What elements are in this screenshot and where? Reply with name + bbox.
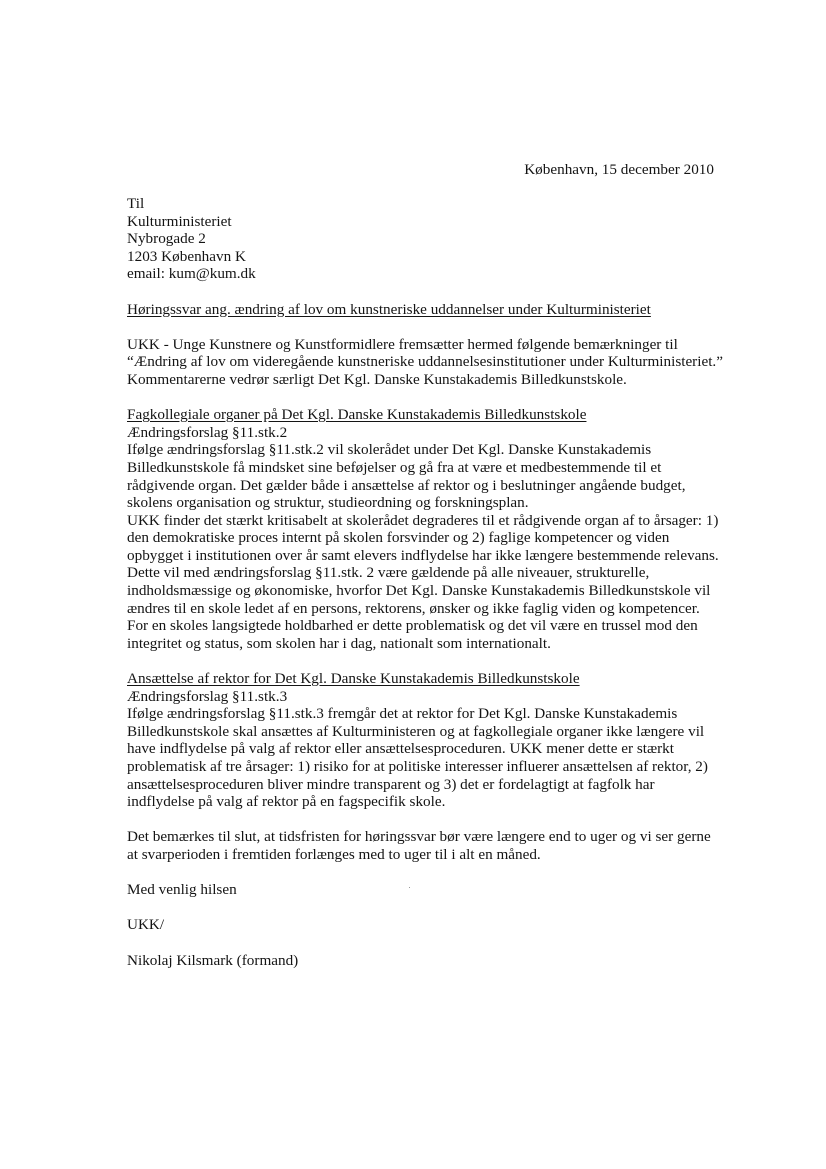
closing-paragraph bbox=[127, 828, 727, 863]
paragraph-line: Kommentarerne vedrør særligt Det Kgl. Danske Kunstakademis Billedkunstskole. bbox=[127, 370, 627, 388]
recipient-org: Kulturministeriet bbox=[127, 212, 232, 230]
subject-line: Høringssvar ang. ændring af lov om kunstneriske uddannelser under Kulturministeriet bbox=[127, 300, 651, 318]
intro-paragraph bbox=[127, 336, 727, 389]
section-heading: Ansættelse af rektor for Det Kgl. Danske Kunstakademis Billedkunstskole bbox=[127, 670, 580, 688]
recipient-to: Til bbox=[127, 195, 145, 212]
paragraph-line: ændres til en skole ledet af en persons, rektorens, ønsker og ikke faglig viden og kompetencer. bbox=[127, 599, 700, 617]
paragraph-line: Dette vil med ændringsforslag §11.stk. 2 være gældende på alle niveauer, strukturelle, bbox=[127, 564, 650, 582]
paragraph-line: Ifølge ændringsforslag §11.stk.3 fremgår det at rektor for Det Kgl. Danske Kunstakademis bbox=[127, 705, 678, 723]
paragraph-line: have indflydelse på valg af rektor eller ansættelsesproceduren. UKK mener dette er stærkt bbox=[127, 740, 674, 758]
paragraph-line: UKK - Unge Kunstnere og Kunstformidlere fremsætter hermed følgende bemærkninger til bbox=[127, 335, 678, 353]
paragraph-line: “Ændring af lov om videregående kunstneriske uddannelsesinstitutioner under Kulturministeriet.” bbox=[127, 353, 723, 371]
section-rector-appointment bbox=[127, 670, 727, 811]
paragraph-line: Billedkunstskole skal ansættes af Kulturministeren og at fagkollegiale organer ikke længere vil bbox=[127, 722, 705, 740]
amendment-reference: Ændringsforslag §11.stk.3 bbox=[127, 687, 288, 705]
paragraph-line: Billedkunstskole få mindsket sine beføjelser og gå fra at være et medbestemmende til et bbox=[127, 458, 662, 476]
amendment-reference: Ændringsforslag §11.stk.2 bbox=[127, 423, 288, 441]
greeting: Med venlig hilsen bbox=[127, 881, 237, 899]
paragraph-line: problematisk af tre årsager: 1) risiko for at politiske interesser influerer ansættelsen af rektor, 2) bbox=[127, 758, 708, 775]
recipient-email: email: kum@kum.dk bbox=[127, 265, 256, 283]
paragraph-line: indholdsmæssige og økonomiske, hvorfor Det Kgl. Danske Kunstakademis Billedkunstskole vil bbox=[127, 582, 711, 600]
section-school-council bbox=[127, 406, 727, 652]
letter-date: København, 15 december 2010 bbox=[524, 161, 714, 178]
letter-body bbox=[127, 195, 727, 969]
sender-organization: UKK/ bbox=[127, 916, 165, 934]
recipient-street: Nybrogade 2 bbox=[127, 230, 206, 248]
paragraph-line: indflydelse på valg af rektor på en fagspecifik skole. bbox=[127, 793, 446, 811]
paragraph-line: Ifølge ændringsforslag §11.stk.2 vil skolerådet under Det Kgl. Danske Kunstakademis bbox=[127, 441, 652, 459]
paragraph-line: For en skoles langsigtede holdbarhed er dette problematisk og det vil være en trussel mod den bbox=[127, 617, 698, 635]
paragraph-line: rådgivende organ. Det gælder både i ansættelse af rektor og i beslutninger angående budget, bbox=[127, 476, 686, 494]
paragraph-line: ansættelsesproceduren bliver mindre transparent og 3) det er fordelagtigt at fagfolk har bbox=[127, 775, 655, 793]
signatory-name: Nikolaj Kilsmark (formand) bbox=[127, 951, 299, 969]
scan-speck bbox=[409, 887, 410, 888]
paragraph-line: UKK finder det stærkt kritisabelt at skolerådet degraderes til et rådgivende organ af to årsager: 1) bbox=[127, 511, 719, 529]
recipient-block bbox=[127, 195, 727, 283]
paragraph-line: opbygget i institutionen over år samt elevers indflydelse har ikke længere bestemmende relevans. bbox=[127, 546, 719, 564]
section-heading: Fagkollegiale organer på Det Kgl. Danske Kunstakademis Billedkunstskole bbox=[127, 406, 587, 424]
paragraph-line: Det bemærkes til slut, at tidsfristen for høringssvar bør være længere end to uger og vi ser gerne bbox=[127, 828, 711, 846]
paragraph-line: den demokratiske proces internt på skolen forsvinder og 2) faglige kompetencer og viden bbox=[127, 529, 670, 547]
recipient-city: 1203 København K bbox=[127, 247, 246, 265]
paragraph-line: at svarperioden i fremtiden forlænges med to uger til i alt en måned. bbox=[127, 845, 541, 863]
paragraph-line: skolens organisation og struktur, studieordning og forskningsplan. bbox=[127, 494, 529, 512]
paragraph-line: integritet og status, som skolen har i dag, nationalt som internationalt. bbox=[127, 634, 551, 652]
